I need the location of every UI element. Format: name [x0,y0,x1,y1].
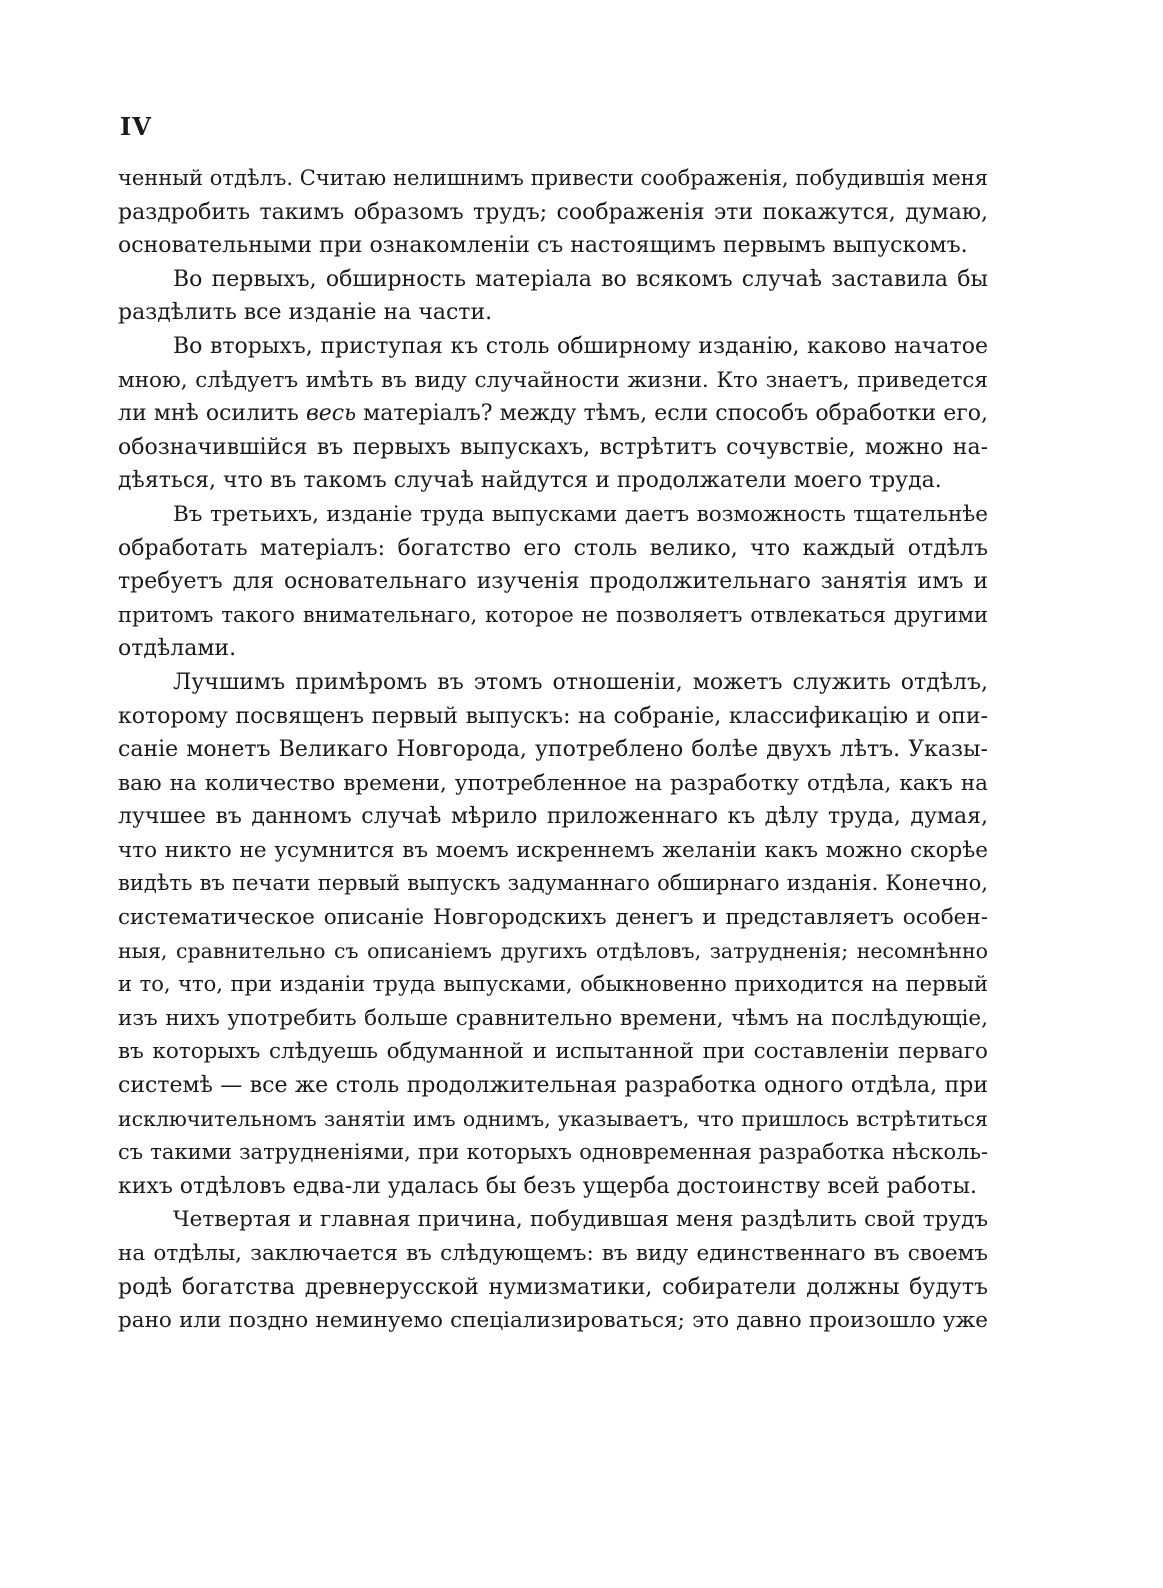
text-line: видѣть въ печати первый выпускъ задуманнаго обширнаго изданія. Конечно, [118,871,988,896]
text-line: которому посвященъ первый выпускъ: на собраніе, классификацію и опи- [118,703,988,729]
text-line: Во первыхъ, обширность матеріала во всякомъ случаѣ заставила бы [173,266,988,292]
text-line: раздробить такимъ образомъ трудъ; соображенія эти покажутся, думаю, [118,199,988,225]
text-line: ченный отдѣлъ. Считаю нелишнимъ привести соображенія, побудившія меня [118,166,988,190]
text-line: требуетъ для основательнаго изученія продолжительнаго занятія имъ и [118,569,988,595]
text-line: съ такими затрудненіями, при которыхъ одновременная разработка нѣсколь- [118,1140,988,1165]
text-line: обозначившійся въ первыхъ выпускахъ, встрѣтитъ сочувствіе, можно на- [118,434,988,460]
text-line: исключительномъ занятіи имъ однимъ, указываетъ, что пришлось встрѣтиться [118,1106,988,1131]
text-line: Лучшимъ примѣромъ въ этомъ отношеніи, можетъ служить отдѣлъ, [173,669,988,695]
text-line: систематическое описаніе Новгородскихъ денегъ и представляетъ особен- [118,905,988,931]
text-line: дѣяться, что въ такомъ случаѣ найдутся и продолжатели моего труда. [118,468,942,494]
text-line: притомъ такого внимательнаго, которое не позволяетъ отвлекаться другими [118,602,988,627]
text-line: и то, что, при изданіи труда выпусками, обыкновенно приходится на первый [118,972,988,997]
text-line: саніе монетъ Великаго Новгорода, употреблено болѣе двухъ лѣтъ. Указы- [118,737,988,763]
page-number: IV [120,112,152,141]
text-line: что никто не усумнится въ моемъ искреннемъ желаніи какъ можно скорѣе [118,837,988,863]
text-line: системѣ — все же столь продолжительная разработка одного отдѣла, при [118,1073,988,1099]
text-line: ныя, сравнительно съ описаніемъ другихъ отдѣловъ, затрудненія; несомнѣнно [118,938,988,963]
text-line: мною, слѣдуетъ имѣть въ виду случайности жизни. Кто знаетъ, приведется [118,367,988,393]
text-span: ли мнѣ осилить [118,401,306,427]
text-line: обработать матеріалъ: богатство его столь велико, что каждый отдѣлъ [118,535,988,561]
text-line: ваю на количество времени, употребленное на разработку отдѣла, какъ на [118,770,988,796]
text-line: раздѣлить все изданіе на части. [118,300,493,326]
text-line: основательными при ознакомленіи съ настоящимъ первымъ выпускомъ. [118,233,968,259]
text-line: лучшее въ данномъ случаѣ мѣрило приложеннаго къ дѣлу труда, думая, [118,804,988,830]
text-line: Четвертая и главная причина, побудившая меня раздѣлить свой трудъ [173,1207,988,1233]
text-line: родѣ богатства древнерусской нумизматики, собиратели должны будутъ [118,1274,988,1300]
text-line: кихъ отдѣловъ едва-ли удалась бы безъ ущерба достоинству всей работы. [118,1173,978,1199]
body-text [118,162,988,1338]
text-line: изъ нихъ употребить больше сравнительно времени, чѣмъ на послѣдующіе, [118,1005,988,1031]
text-line: отдѣлами. [118,636,237,662]
text-line: на отдѣлы, заключается въ слѣдующемъ: въ виду единственнаго въ своемъ [118,1241,988,1266]
text-line [118,397,988,431]
text-line: Во вторыхъ, приступая къ столь обширному изданію, каково начатое [173,333,988,359]
text-span: матеріалъ? между тѣмъ, если способъ обработки его, [356,401,988,427]
text-line: въ которыхъ слѣдуешь обдуманной и испытанной при составленіи перваго [118,1039,988,1065]
emphasized-word: весь [305,401,357,427]
text-line: рано или поздно неминуемо спеціализироваться; это давно произошло уже [118,1308,988,1334]
text-line: Въ третьихъ, изданіе труда выпусками даетъ возможность тщательнѣе [173,501,988,527]
